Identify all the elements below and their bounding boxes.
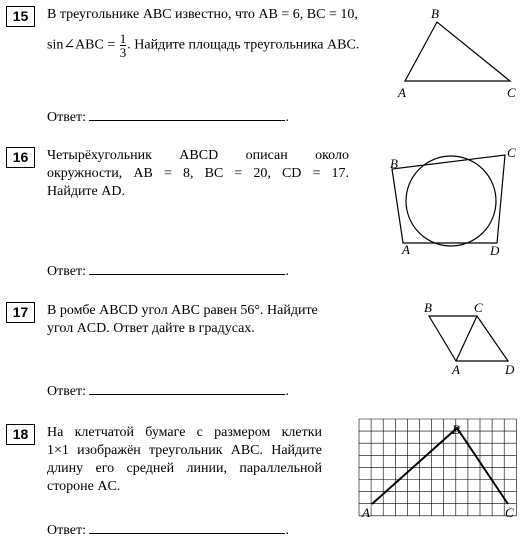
triangle-figure: [0, 6, 520, 106]
answer-label: Ответ:: [47, 384, 86, 399]
answer-label: Ответ:: [47, 523, 86, 538]
task-number: 18: [6, 424, 35, 445]
task-word: ABCD: [179, 148, 219, 163]
task-line: В ромбе ABCD угол ABC равен 56°. Найдите: [47, 303, 318, 318]
task-line: стороне AC.: [47, 479, 121, 494]
task-line: длину его средней линии, параллельной: [47, 461, 322, 476]
vertex-label-a: A: [398, 85, 406, 100]
vertex-label-b: B: [431, 6, 439, 21]
task-line: На клетчатой бумаге с размером клетки: [47, 425, 322, 440]
inscribed-circle: [406, 156, 496, 246]
vertex-label-a: A: [452, 362, 460, 377]
task-line: угол ACD. Ответ дайте в градусах.: [47, 321, 255, 336]
quadrilateral-abcd: [392, 155, 505, 243]
task-number: 16: [6, 147, 35, 168]
answer-field[interactable]: [89, 382, 285, 395]
rhombus-abcd: [429, 316, 508, 361]
task-word: окружности,: [47, 166, 123, 181]
answer-line: [47, 262, 289, 280]
vertex-label-c: C: [507, 145, 516, 160]
task-number: 17: [6, 302, 35, 323]
vertex-label-d: D: [490, 243, 500, 258]
task-word: AB = 8,: [133, 166, 194, 181]
rhombus-figure: [0, 302, 520, 382]
vertex-label-b: B: [390, 156, 398, 171]
vertex-label-b: B: [424, 300, 432, 315]
task-line: 1×1 изображён треугольник ABC. Найдите: [47, 443, 322, 458]
vertex-label-c: C: [474, 300, 483, 315]
answer-label: Ответ:: [47, 264, 86, 279]
fraction-denominator: 3: [119, 45, 127, 60]
grid-lines: [359, 419, 516, 516]
task-line: Найдите AD.: [47, 184, 125, 199]
triangle-abc: [372, 428, 508, 504]
task-word: BC = 20,: [204, 166, 271, 181]
fraction-numerator: 1: [119, 31, 127, 46]
answer-dot: .: [285, 523, 289, 538]
task-word: около: [315, 148, 349, 163]
answer-label: Ответ:: [47, 110, 86, 125]
diagonal-ac: [456, 316, 477, 361]
task-number: 15: [6, 6, 35, 27]
task-line: В треугольнике ABC известно, что AB = 6, BC = 10,: [47, 7, 358, 22]
answer-field[interactable]: [89, 262, 285, 275]
answer-field[interactable]: [89, 108, 285, 121]
task-line-rest: . Найдите площадь треугольника ABC.: [127, 37, 360, 53]
vertex-label-a: A: [362, 505, 370, 520]
task-word: описан: [245, 148, 288, 163]
sin-expression: sin∠ABC =: [47, 37, 116, 53]
vertex-label-c: C: [505, 505, 514, 520]
quadrilateral-figure: [0, 147, 520, 267]
answer-dot: .: [285, 110, 289, 125]
vertex-label-d: D: [505, 362, 515, 377]
answer-dot: .: [285, 264, 289, 279]
task-word: Четырёхугольник: [47, 148, 152, 163]
answer-field[interactable]: [89, 521, 285, 534]
answer-dot: .: [285, 384, 289, 399]
answer-line: [47, 108, 289, 126]
vertex-label-a: A: [402, 242, 410, 257]
answer-line: [47, 521, 289, 539]
triangle-abc: [405, 22, 510, 81]
answer-line: [47, 382, 289, 400]
vertex-label-c: C: [507, 85, 516, 100]
task-word: CD = 17.: [281, 166, 350, 181]
vertex-label-b: B: [452, 422, 460, 437]
